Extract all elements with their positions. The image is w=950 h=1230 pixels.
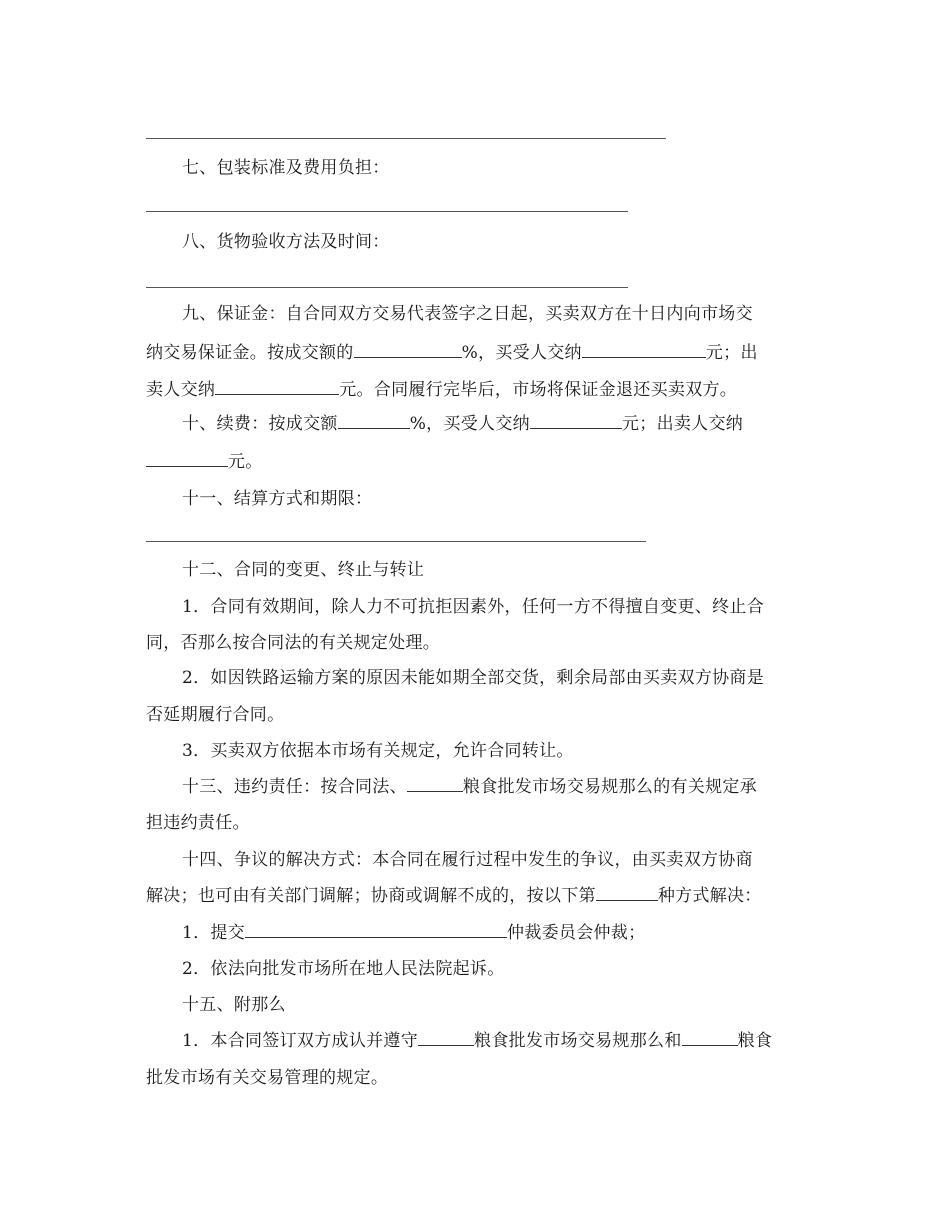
- clause-15-item-1-line-2: 批发市场有关交易管理的规定。: [146, 1068, 389, 1088]
- text-segment: 元。: [228, 452, 263, 472]
- fill-blank-market-name[interactable]: [407, 776, 463, 792]
- clause-15-item-1-line-1: [182, 1030, 814, 1052]
- clause-14-option-2: 2．依法向批发市场所在地人民法院起诉。: [182, 959, 505, 979]
- fill-line-c6: [146, 138, 666, 139]
- fill-blank-buyer-fee[interactable]: [530, 413, 622, 429]
- fill-blank-buyer-deposit[interactable]: [582, 342, 706, 358]
- text-segment: 十、续费：按成交额: [182, 414, 338, 434]
- clause-12-item-3: 3．买卖双方依据本市场有关规定，允许合同转让。: [182, 741, 574, 761]
- fill-line-c8: [146, 287, 628, 288]
- clause-13-line-1: [182, 776, 814, 798]
- clause-12-item-1-line-2: 同，否那么按合同法的有关规定处理。: [146, 633, 441, 653]
- fill-blank-market-name-2[interactable]: [418, 1030, 474, 1046]
- text-segment: 解决；也可由有关部门调解；协商或调解不成的，按以下第: [146, 886, 596, 906]
- clause-9-line-1: 九、保证金：自合同双方交易代表签字之日起，买卖双方在十日内向市场交: [182, 304, 753, 324]
- text-segment: 仲裁委员会仲裁；: [507, 923, 646, 943]
- text-segment: 粮食: [737, 1031, 773, 1051]
- clause-9-line-3: [146, 379, 814, 401]
- fill-blank-method-number[interactable]: [596, 885, 658, 901]
- clause-8-heading: 八、货物验收方法及时间：: [182, 232, 390, 252]
- clause-10-line-2: [146, 451, 814, 473]
- text-segment: 卖人交纳: [146, 380, 216, 400]
- clause-14-line-2: [146, 885, 814, 907]
- clause-14-line-1: 十四、争议的解决方式：本合同在履行过程中发生的争议，由买卖双方协商: [182, 850, 753, 870]
- text-segment: 元；出卖人交纳: [621, 414, 744, 434]
- fill-blank-seller-deposit[interactable]: [215, 379, 339, 395]
- clause-13-line-2: 担违约责任。: [146, 813, 250, 833]
- clause-14-option-1: [182, 922, 814, 944]
- text-segment: 元。合同履行完毕后，市场将保证金退还买卖双方。: [339, 380, 738, 400]
- fill-blank-fee-rate[interactable]: [338, 413, 410, 429]
- fill-line-c11: [146, 541, 646, 542]
- text-segment: 粮食批发市场交易规那么和: [474, 1031, 682, 1051]
- fill-blank-rate[interactable]: [354, 342, 462, 358]
- clause-12-item-1-line-1: 1．合同有效期间，除人力不可抗拒因素外，任何一方不得擅自变更、终止合: [182, 597, 765, 617]
- text-segment: %，买受人交纳: [461, 343, 582, 363]
- clause-12-heading: 十二、合同的变更、终止与转让: [182, 560, 425, 580]
- text-segment: 十三、违约责任：按合同法、: [182, 777, 407, 797]
- text-segment: 种方式解决：: [657, 886, 762, 906]
- fill-blank-arbitration-commission[interactable]: [245, 922, 507, 938]
- fill-blank-market-name-3[interactable]: [682, 1030, 738, 1046]
- text-segment: 元；出: [705, 343, 758, 363]
- clause-10-line-1: [182, 413, 814, 435]
- text-segment: 纳交易保证金。按成交额的: [146, 343, 354, 363]
- fill-blank-seller-fee[interactable]: [146, 451, 228, 467]
- text-segment: 粮食批发市场交易规那么的有关规定承: [462, 777, 758, 797]
- clause-11-heading: 十一、结算方式和期限：: [182, 489, 373, 509]
- clause-12-item-2-line-2: 否延期履行合同。: [146, 705, 285, 725]
- text-segment: %，买受人交纳: [409, 414, 530, 434]
- text-segment: 1．本合同签订双方成认并遵守: [182, 1031, 419, 1051]
- text-segment: 1．提交: [182, 923, 246, 943]
- clause-7-heading: 七、包装标准及费用负担：: [182, 158, 390, 178]
- clause-9-line-2: [146, 342, 814, 364]
- clause-12-item-2-line-1: 2．如因铁路运输方案的原因未能如期全部交货，剩余局部由买卖双方协商是: [182, 668, 765, 688]
- clause-15-heading: 十五、附那么: [182, 995, 286, 1015]
- fill-line-c7: [146, 211, 628, 212]
